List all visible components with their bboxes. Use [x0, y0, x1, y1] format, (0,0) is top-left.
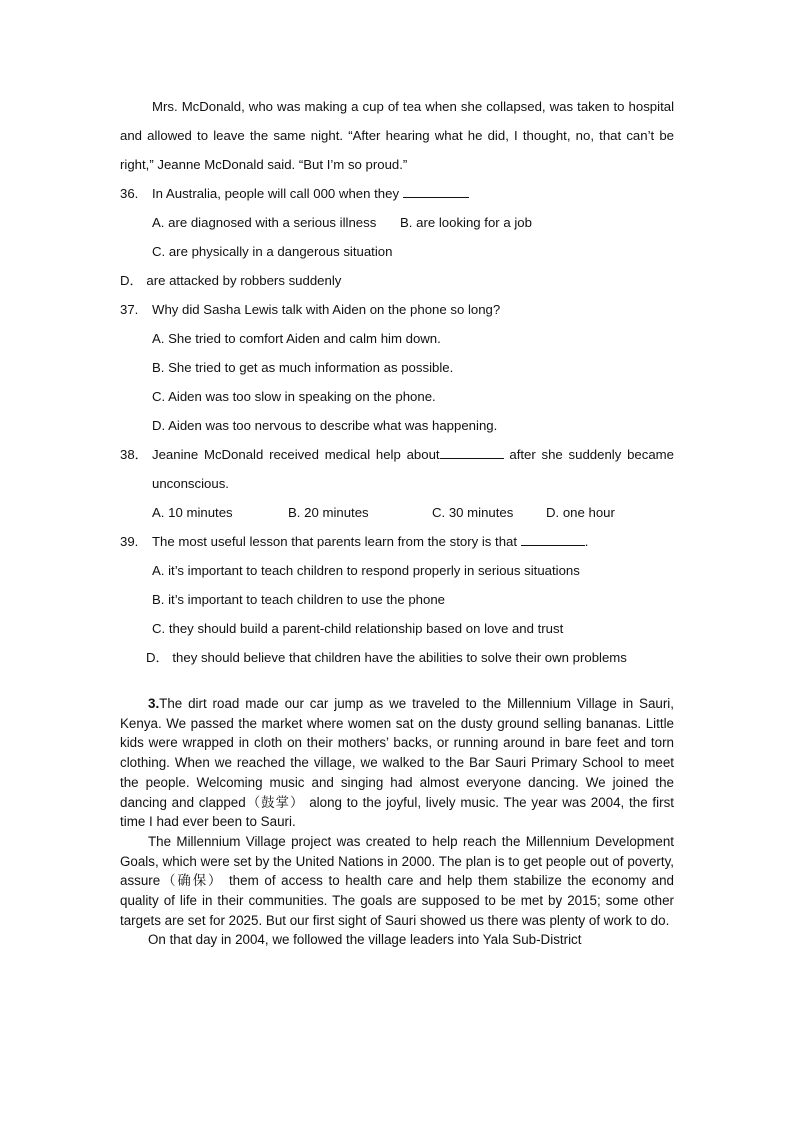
- option-b: B. it’s important to teach children to use the phone: [152, 592, 445, 607]
- passage-3-section: [120, 694, 674, 950]
- question-38: [120, 440, 674, 498]
- exam-page: [120, 92, 674, 950]
- answer-blank: [521, 531, 585, 546]
- option-d: D. one hour: [546, 505, 615, 520]
- option-c: C. are physically in a dangerous situation: [152, 244, 393, 259]
- option-d: D． are attacked by robbers suddenly: [120, 273, 342, 288]
- section-gap: [120, 672, 674, 694]
- question-36: [120, 179, 674, 208]
- answer-blank: [440, 444, 504, 459]
- passage-3-paragraph-3: On that day in 2004, we followed the village leaders into Yala Sub-District: [148, 932, 582, 948]
- question-number: 38．: [120, 447, 148, 462]
- passage-number: 3.: [148, 696, 160, 711]
- answer-blank: [403, 183, 469, 198]
- option-d: D. Aiden was too nervous to describe what was happening.: [152, 418, 498, 433]
- question-number: 37.: [120, 302, 139, 317]
- passage-3-paragraph-1: 3.The dirt road made our car jump as we traveled to the Millennium Village in Sauri, Kenya. We passed the market where women sat on the dusty ground selling bananas. Little kids were wrapped in cloth on their mothers’ backs, or running around in bare feet and torn clothing. When we reached the village, we walked to the Bar Sauri Primary School to meet the people. Welcoming music and singing had almost everyone dancing. We joined the dancing and clapped（鼓掌） along to the joyful, lively music. The year was 2004, the first time I had ever been to Sauri.: [120, 696, 674, 830]
- option-a: A. are diagnosed with a serious illness: [152, 215, 377, 230]
- options-row: [120, 208, 674, 237]
- question-number: 36.: [120, 186, 139, 201]
- option-c: C. they should build a parent-child relationship based on love and trust: [152, 621, 564, 636]
- option-d: D． they should believe that children have the abilities to solve their own problems: [146, 650, 627, 665]
- passage-3-paragraph-2: The Millennium Village project was created to help reach the Millennium Development Goals, which were set by the United Nations in 2000. The plan is to get people out of poverty, assure（确保） them of access to health care and help them stabilize the economy and quality of life in their communities. The goals are supposed to be met by 2015; some other targets are set for 2025. But our first sight of Sauri showed us there was plenty of work to do.: [120, 833, 674, 928]
- option-a: A. 10 minutes: [152, 505, 233, 520]
- options-row: [120, 237, 674, 266]
- passage-2-paragraph: Mrs. McDonald, who was making a cup of tea when she collapsed, was taken to hospital and allowed to leave the same night. “After hearing what he did, I thought, no, that can’t be right,” Jeanne McDonald said. “But I’m so proud.”: [120, 99, 674, 172]
- question-stem: In Australia, people will call 000 when they: [152, 179, 469, 208]
- option-b: B. are looking for a job: [400, 215, 532, 230]
- option-a: A. it’s important to teach children to respond properly in serious situations: [152, 563, 580, 578]
- option-a: A. She tried to comfort Aiden and calm him down.: [152, 331, 441, 346]
- question-39: [120, 527, 674, 556]
- option-b: B. She tried to get as much information as possible.: [152, 360, 454, 375]
- passage-2-section: [120, 92, 674, 672]
- question-number: 39.: [120, 534, 139, 549]
- question-stem: Why did Sasha Lewis talk with Aiden on the phone so long?: [152, 302, 501, 317]
- option-c: C. Aiden was too slow in speaking on the phone.: [152, 389, 436, 404]
- options-row: [120, 498, 674, 527]
- question-37: [120, 295, 674, 324]
- option-c: C. 30 minutes: [432, 505, 514, 520]
- option-b: B. 20 minutes: [288, 505, 369, 520]
- question-stem: Jeanine McDonald received medical help about after she suddenly became unconscious.: [152, 440, 674, 498]
- question-stem: The most useful lesson that parents learn from the story is that .: [152, 527, 588, 556]
